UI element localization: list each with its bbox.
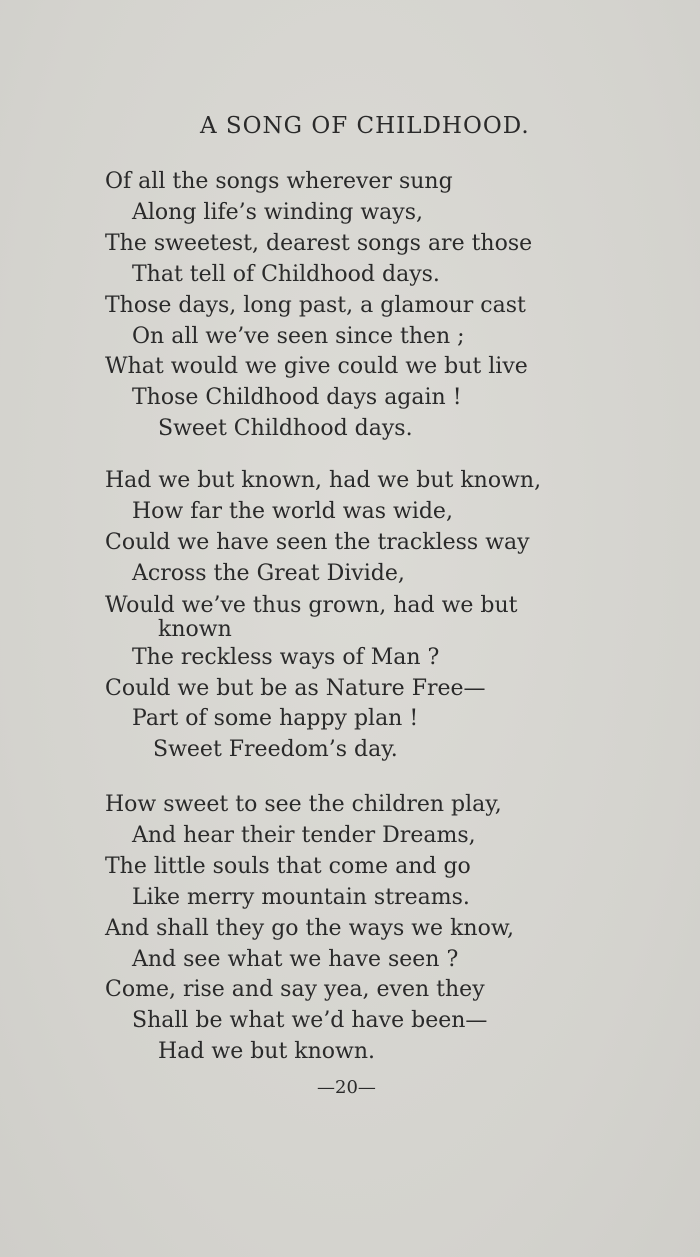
poem-line: Of all the songs wherever sung <box>105 169 453 194</box>
poem-line: The sweetest, dearest songs are those <box>105 230 533 256</box>
page-number: —20— <box>317 1077 376 1098</box>
poem-line: Had we but known, had we but known, <box>105 468 542 493</box>
poem-line: That tell of Childhood days. <box>132 261 440 287</box>
poem-line: Across the Great Divide, <box>132 560 405 586</box>
poem-line: The little souls that come and go <box>105 853 471 879</box>
poem-line: The reckless ways of Man ? <box>132 644 440 670</box>
poem-line: Come, rise and say yea, even they <box>105 977 485 1003</box>
poem-line: Along life’s winding ways, <box>132 199 423 225</box>
poem-line: Shall be what we’d have been— <box>132 1008 488 1034</box>
poem-line: Like merry mountain streams. <box>132 884 470 910</box>
poem-line: Could we have seen the trackless way <box>105 529 530 555</box>
stanza-2 <box>105 466 605 766</box>
poem-line: How sweet to see the children play, <box>105 792 502 817</box>
poem-line: Part of some happy plan ! <box>132 706 419 732</box>
stanza-3 <box>105 790 605 1068</box>
poem-line: And shall they go the ways we know, <box>105 915 515 941</box>
poem-line: Those Childhood days again ! <box>132 385 462 411</box>
poem-line: Sweet Childhood days. <box>158 416 413 442</box>
poem-line: And hear their tender Dreams, <box>132 822 476 848</box>
poem-line: Could we but be as Nature Free— <box>105 675 486 701</box>
poem-line: Had we but known. <box>158 1039 376 1065</box>
poem-line: Would we’ve thus grown, had we but <box>105 592 518 618</box>
poem-line: What would we give could we but live <box>105 354 528 380</box>
poem-line: And see what we have seen ? <box>132 946 459 972</box>
poem-line: How far the world was wide, <box>132 498 453 524</box>
poem-line-continuation: known <box>158 616 232 642</box>
stanza-1 <box>105 167 605 445</box>
poem-line: On all we’ve seen since then ; <box>132 323 465 349</box>
poem-line: Those days, long past, a glamour cast <box>105 292 526 318</box>
poem-title: A SONG OF CHILDHOOD. <box>200 113 530 139</box>
poem-line: Sweet Freedom’s day. <box>153 737 398 763</box>
